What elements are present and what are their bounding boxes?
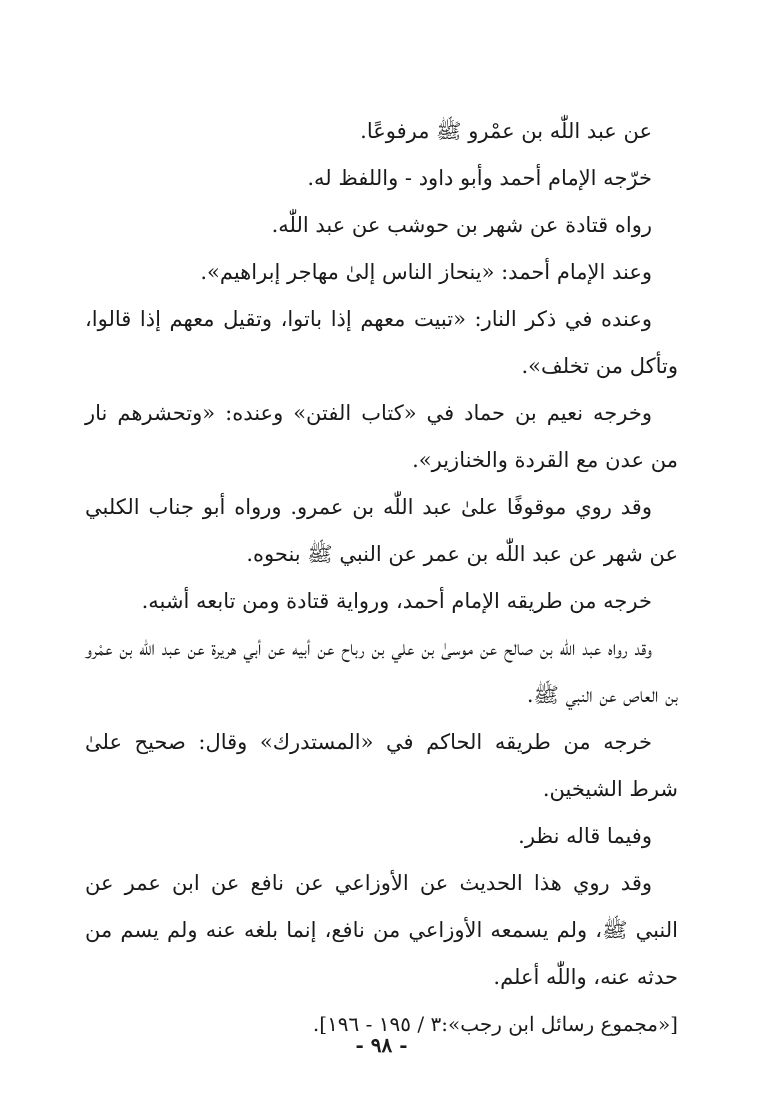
paragraph-1: عن عبد اللّٰه بن عمْرو ﷺ مرفوعًا. <box>360 119 652 143</box>
paragraph-9: وقد رواه عبد اللّٰه بن صالح عن موسىٰ بن علي بن رباح عن أبيه عن أبي هريرة عن عبد اللّٰه بن عمْرو بن العاص عن النبي ﷺ. <box>85 636 678 707</box>
page-number: - ٩٨ - <box>355 1033 408 1057</box>
paragraph-12: وقد روي هذا الحديث عن الأوزاعي عن نافع عن ابن عمر عن النبي ﷺ، ولم يسمعه الأوزاعي من نافع، إنما بلغه عنه ولم يسم من حدثه عنه، واللّٰه أعلم. <box>85 871 678 989</box>
source-citation: [«مجموع رسائل ابن رجب»:٣ / ١٩٥ - ١٩٦]. <box>312 1012 678 1036</box>
page-body <box>85 108 678 1048</box>
paragraph-5: وعنده في ذكر النار: «تبيت معهم إذا باتوا، وتقيل معهم إذا قالوا، وتأكل من تخلف». <box>85 307 678 378</box>
paragraph-2: خرّجه الإمام أحمد وأبو داود - واللفظ له. <box>307 166 652 190</box>
paragraph-10: خرجه من طريقه الحاكم في «المستدرك» وقال: صحيح علىٰ شرط الشيخين. <box>85 730 678 801</box>
paragraph-4: وعند الإمام أحمد: «ينحاز الناس إلىٰ مهاجر إبراهيم». <box>200 260 652 284</box>
paragraph-3: رواه قتادة عن شهر بن حوشب عن عبد اللّٰه. <box>271 213 652 237</box>
paragraph-6: وخرجه نعيم بن حماد في «كتاب الفتن» وعنده: «وتحشرهم نار من عدن مع القردة والخنازير». <box>85 401 678 472</box>
paragraph-8: خرجه من طريقه الإمام أحمد، ورواية قتادة ومن تابعه أشبه. <box>141 589 652 613</box>
paragraph-11: وفيما قاله نظر. <box>518 824 652 848</box>
paragraph-7: وقد روي موقوفًا علىٰ عبد اللّٰه بن عمرو. ورواه أبو جناب الكلبي عن شهر عن عبد اللّٰه بن عمر عن النبي ﷺ بنحوه. <box>85 495 678 566</box>
